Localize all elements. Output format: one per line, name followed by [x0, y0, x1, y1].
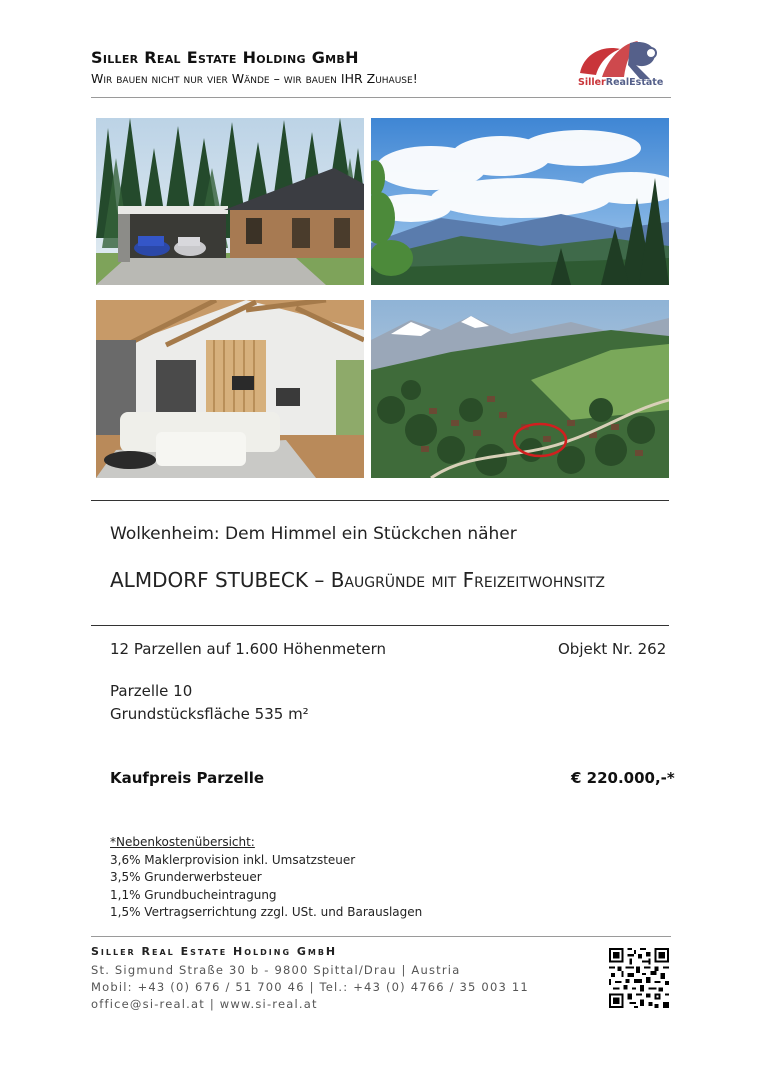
object-number: Objekt Nr. 262 — [558, 640, 667, 658]
header-company-name: Siller Real Estate Holding GmbH — [91, 48, 359, 67]
photo-aerial-village — [371, 300, 669, 478]
cost-item: 1,1% Grundbucheintragung — [110, 887, 277, 902]
logo-text-realestate: RealEstate — [605, 77, 664, 88]
header-divider — [91, 97, 671, 98]
price-label: Kaufpreis Parzelle — [110, 769, 265, 787]
section-divider — [91, 500, 669, 501]
company-logo — [574, 33, 674, 91]
photo-mountain-panorama — [371, 118, 669, 285]
costs-heading: *Nebenkostenübersicht: — [110, 835, 255, 849]
listing-headline — [110, 568, 605, 592]
footer-divider — [91, 936, 671, 937]
footer-phones: Mobil: +43 (0) 676 / 51 700 46 | Tel.: +43 (0) 4766 / 35 003 11 — [91, 980, 529, 994]
footer-web: office@si-real.at | www.si-real.at — [91, 997, 318, 1011]
qr-code-icon[interactable] — [609, 948, 669, 1008]
additional-costs — [110, 834, 422, 922]
footer-address: St. Sigmund Straße 30 b - 9800 Spittal/Drau | Austria — [91, 963, 461, 977]
parcel-number: Parzelle 10 — [110, 682, 193, 700]
footer-company-name: Siller Real Estate Holding GmbH — [91, 945, 338, 958]
listing-tagline: Wolkenheim: Dem Himmel ein Stückchen näher — [110, 524, 517, 544]
header-slogan: Wir bauen nicht nur vier Wände – wir bauen IHR Zuhause! — [91, 71, 418, 86]
cost-item: 3,6% Maklerprovision inkl. Umsatzsteuer — [110, 852, 356, 867]
section-divider — [91, 625, 669, 626]
cost-item: 3,5% Grunderwerbsteuer — [110, 870, 262, 884]
price-value: € 220.000,-* — [571, 769, 675, 787]
photo-living-room-interior — [96, 300, 364, 478]
cost-item: 1,5% Vertragserrichtung zzgl. USt. und Barauslagen — [110, 905, 423, 919]
headline-main: ALMDORF STUBECK – — [110, 568, 331, 592]
parcels-info: 12 Parzellen auf 1.600 Höhenmetern — [110, 640, 387, 658]
logo-text-siller: Siller — [578, 77, 606, 88]
photo-chalet-exterior — [96, 118, 364, 285]
plot-area: Grundstücksfläche 535 m² — [110, 705, 309, 723]
headline-rest: Baugründe mit Freizeitwohnsitz — [330, 568, 605, 592]
